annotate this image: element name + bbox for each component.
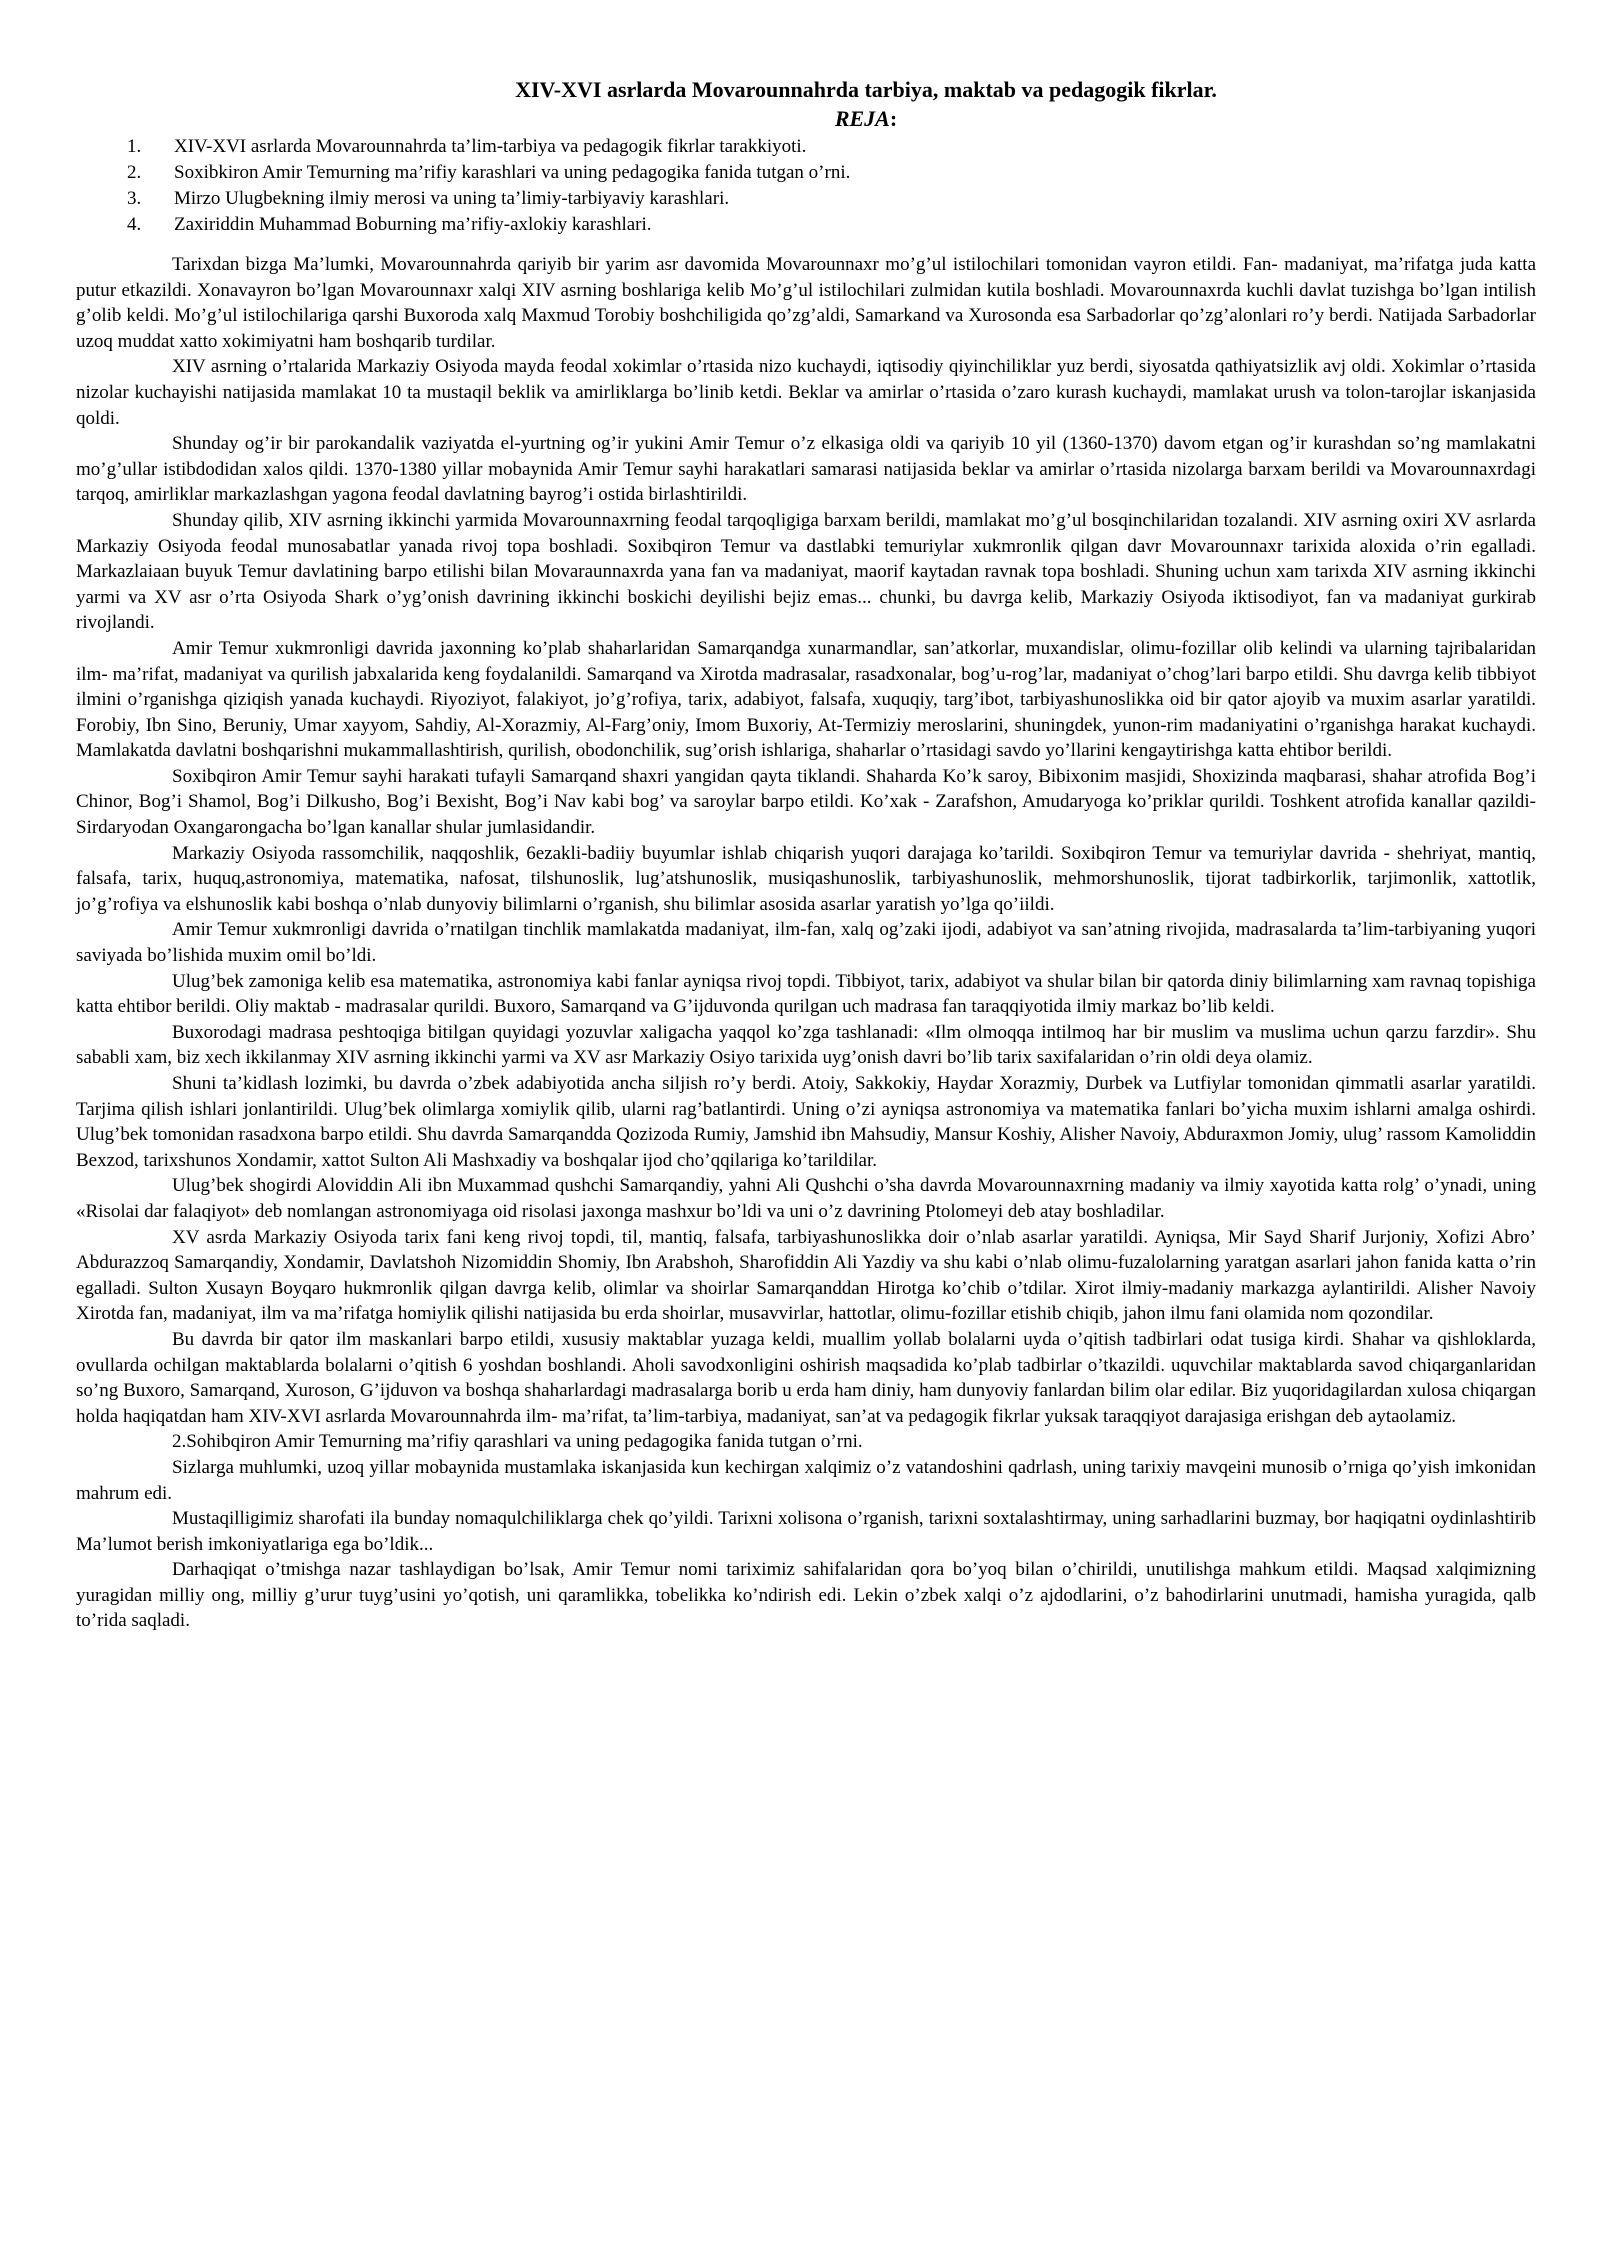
body-paragraph: Mustaqilligimiz sharofati ila bunday nomaqulchiliklarga chek qo’yildi. Tarixni xolisona o’rganish, tarixni soxtalashtirmay, uning sarhadlarini buzmay, bor haqiqatni oydinlashtirib Ma’lumot berish imkoniyatlariga ega bo’ldik... <box>76 1508 1536 1555</box>
plan-item-text: Soxibkiron Amir Temurning ma’rifiy karashlari va uning pedagogika fanida tutgan o’rni. <box>174 162 851 183</box>
body-paragraph: Sizlarga muhlumki, uzoq yillar mobaynida mustamlaka iskanjasida kun kechirgan xalqimiz o’z vatandoshini qadrlash, uning tarixiy mavqeini munosib o’rniga qo’yish imkonidan mahrum edi. <box>76 1456 1536 1504</box>
body-paragraph: Markaziy Osiyoda rassomchilik, naqqoshlik, 6ezakli-badiiy buyumlar ishlab chiqarish yuqori darajaga ko’tarildi. Soxibqiron Temur va temuriylar davrida - shehriyat, mantiq, falsafa, tarix, huquq,astronomiya, matematika, nafosat, tilshunoslik, lug’atshunoslik, musiqashunoslik, tarbiyashunoslik, mehmorshunoslik, tijorat tadbirkorlik, tarjimonlik, xattotlik, jo’g’rofiya va elshunoslik kabi boshqa o’nlab dunyoviy bilimlarni o’rganish, shu bilimlar asosida asarlar yaratish yo’lga qo’iildi. <box>76 842 1536 915</box>
plan-item-number: 3. <box>127 188 142 209</box>
plan-item-number: 4. <box>127 214 142 235</box>
body-paragraph: Shunday og’ir bir parokandalik vaziyatda el-yurtning og’ir yukini Amir Temur o’z elkasiga oldi va qariyib 10 yil (1360-1370) davom etgan og’ir kurashdan so’ng mamlakatni mo’g’ullar istibdodidan xalos qildi. 1370-1380 yillar mobaynida Amir Temur sayhi harakatlari samarasi natijasida beklar va amirlar o’rtasida nizolarga barxam berildi va Movarounnaxrdagi tarqoq, amirliklar markazlashgan yagona feodal davlatning bayrog’i ostida birlashtirildi. <box>76 433 1536 506</box>
body-paragraph: Ulug’bek zamoniga kelib esa matematika, astronomiya kabi fanlar ayniqsa rivoj topdi. Tibbiyot, tarix, adabiyot va shular bilan bir qatorda diniy bilimlarning xam ravnaq topishiga katta ehtibor berildi. Oliy maktab - madrasalar qurildi. Buxoro, Samarqand va G’ijduvonda qurilgan uch madrasa fan taraqqiyotida ilmiy markaz bo’lib keldi. <box>76 970 1536 1018</box>
body-paragraph: Shuni ta’kidlash lozimki, bu davrda o’zbek adabiyotida ancha siljish ro’y berdi. Atoiy, Sakkokiy, Haydar Xorazmiy, Durbek va Lutfiylar tomonidan qimmatli asarlar yaratildi. Tarjima qilish ishlari jonlantirildi. Ulug’bek olimlarga xomiylik qilib, ularni rag’batlantirdi. Uning o’zi ayniqsa astronomiya va matematika fanlari bo’yicha muxim ishlarni amalga oshirdi. Ulug’bek tomonidan rasadxona barpo etildi. Shu davrda Samarqandda Qozizoda Rumiy, Jamshid ibn Mahsudiy, Mansur Koshiy, Alisher Navoiy, Abduraxmon Jomiy, ulug’ rassom Kamoliddin Bexzod, tarixshunos Xondamir, xattot Sulton Ali Mashxadiy va boshqalar ijod cho’qqilariga ko’tarildilar. <box>76 1073 1536 1171</box>
plan-item <box>76 134 1536 160</box>
plan-list <box>76 134 1536 238</box>
plan-heading-label: REJA <box>834 106 890 131</box>
body-paragraph: Amir Temur xukmronligi davrida jaxonning ko’plab shaharlaridan Samarqandga xunarmandlar, san’atkorlar, muxandislar, olimu-fozillar olib kelindi va ularning tajribalaridan ilm- ma’rifat, madaniyat va qurilish jabxalarida keng foydalanildi. Samarqand va Xirotda madrasalar, rasadxonalar, bog’u-rog’lar, madaniyat o’chog’lari barpo etildi. Shu davrga kelib tibbiyot ilmini o’rganishga qiziqish yanada kuchaydi. Riyoziyot, falakiyot, jo’g’rofiya, tarix, adabiyot, falsafa, xuquqiy, targ’ibot, tarbiyashunoslikka oid bir qator ajoyib va muxim asarlar yaratildi. Forobiy, Ibn Sino, Beruniy, Umar xayyom, Sahdiy, Al-Xorazmiy, Al-Farg’oniy, Imom Buxoriy, At-Termiziy meroslarini, shuningdek, yunon-rim madaniyatini o’rganishga harakat kuchaydi. Mamlakatda davlatni boshqarishni mukammallashtirish, qurilish, obodonchilik, sug’orish ishlariga, shaharlar o’rtasidagi savdo yo’llarini kengaytirishga katta ehtibor berildi. <box>76 637 1536 762</box>
body-paragraph: Shunday qilib, XIV asrning ikkinchi yarmida Movarounnaxrning feodal tarqoqligiga barxam berildi, mamlakat mo’g’ul bosqinchilaridan tozalandi. XIV asrning oxiri XV asrlarda Markaziy Osiyoda feodal munosabatlar yanada rivoj topa boshladi. Soxibqiron Temur va dastlabki temuriylar xukmronlik qilgan davr Movarounnaxr tarixida aloxida o’rin egalladi. Markazlaiaan buyuk Temur davlatining barpo etilishi bilan Movaraunnaxrda yana fan va madaniyat, maorif kaytadan ravnak topa boshladi. Shuning uchun xam tarixda XIV asrning ikkinchi yarmi va XV asr o’rta Osiyoda Shark o’yg’onish davrining ikkinchi boskichi deyilishi bejiz emas... chunki, bu davrga kelib, Markaziy Osiyoda iktisodiyot, fan va madaniyat gurkirab rivojlandi. <box>76 509 1536 634</box>
document-body <box>76 252 1536 1634</box>
body-paragraph: Tarixdan bizga Ma’lumki, Movarounnahrda qariyib bir yarim asr davomida Movarounnaxr mo’g’ul istilochilari tomonidan vayron etildi. Fan- madaniyat, ma’rifatga juda katta putur etkazildi. Xonavayron bo’lgan Movarounnaxr xalqi XIV asrning boshlariga kelib Mo’g’ul istilochilari zulmidan kutila boshladi. Movarounnaxrda kuchli davlat tuzishga bo’lgan intilish g’olib keldi. Mo’g’ul istilochilariga qarshi Buxoroda xalq Maxmud Torobiy boshchiligida qo’zg’aldi, Samarkand va Xurosonda esa Sarbadorlar qo’zg’alonlari ro’y berdi. Natijada Sarbadorlar uzoq muddat xatto xokimiyatni ham boshqarib turdilar. <box>76 254 1536 352</box>
plan-item-text: Mirzo Ulugbekning ilmiy merosi va uning ta’limiy-tarbiyaviy karashlari. <box>174 188 730 209</box>
plan-item <box>76 186 1536 212</box>
body-paragraph: Darhaqiqat o’tmishga nazar tashlaydigan bo’lsak, Amir Temur nomi tariximiz sahifalaridan qora bo’yoq bilan o’chirildi, unutilishga mahkum etildi. Maqsad xalqimizning yuragidan milliy ong, milliy g’urur tuyg’usini yo’qotish, uni qaramlikka, tobelikka ko’ndirish edi. Lekin o’zbek xalqi o’z ajdodlarini, o’z bahodirlarini unutmadi, hamisha yuragida, qalb to’rida saqladi. <box>76 1559 1536 1632</box>
plan-item-number: 1. <box>127 136 142 157</box>
plan-item-text: XIV-XVI asrlarda Movarounnahrda ta’lim-tarbiya va pedagogik fikrlar tarakkiyoti. <box>174 136 807 157</box>
body-paragraph: Amir Temur xukmronligi davrida o’rnatilgan tinchlik mamlakatda madaniyat, ilm-fan, xalq og’zaki ijodi, adabiyot va san’atning rivojida, madrasalarda ta’lim-tarbiyaning yuqori saviyada bo’lishida muxim omil bo’ldi. <box>76 919 1536 967</box>
plan-item-text: Zaxiriddin Muhammad Boburning ma’rifiy-axlokiy karashlari. <box>174 214 652 235</box>
body-paragraph: Ulug’bek shogirdi Aloviddin Ali ibn Muxammad qushchi Samarqandiy, yahni Ali Qushchi o’sha davrda Movarounnaxrning madaniy va ilmiy xayotida katta rolg’ o’ynadi, uning «Risolai dar falaqiyot» deb nomlangan astronomiyaga oid risolasi jaxonga mashxur bo’ldi va uni o’z davrining Ptolomeyi deb atay boshladilar. <box>76 1175 1536 1222</box>
section-heading: 2.Sohibqiron Amir Temurning ma’rifiy qarashlari va uning pedagogika fanida tutgan o’rni. <box>172 1431 863 1453</box>
plan-item-number: 2. <box>127 162 142 183</box>
body-paragraph: Bu davrda bir qator ilm maskanlari barpo etildi, xususiy maktablar yuzaga keldi, muallim yollab bolalarni uyda o’qitish tadbirlari odat tusiga kirdi. Shahar va qishloklarda, ovullarda ochilgan maktablarda bolalarni o’qitish 6 yoshdan boshlandi. Aholi savodxonligini oshirish maqsadida ko’plab tadbirlar o’tkazildi. uquvchilar maktablarda savod chiqarganlaridan so’ng Buxoro, Samarqand, Xuroson, G’ijduvon va boshqa shaharlardagi madrasalarga borib u erda ham diniy, ham dunyoviy fanlardan bilim olar edilar. Biz yuqoridagilardan xulosa chiqargan holda haqiqatdan ham XIV-XVI asrlarda Movarounnahrda ilm- ma’rifat, ta’lim-tarbiya, madaniyat, san’at va pedagogik fikrlar yuksak taraqqiyot darajasiga erishgan deb aytaolamiz. <box>76 1328 1536 1427</box>
plan-item <box>76 212 1536 238</box>
body-paragraph: XV asrda Markaziy Osiyoda tarix fani keng rivoj topdi, til, mantiq, falsafa, tarbiyashunoslikka doir o’nlab asarlar yaratildi. Ayniqsa, Mir Sayd Sharif Jurjoniy, Xofizi Abro’ Abdurazzoq Samarqandiy, Xondamir, Davlatshoh Nizomiddin Shomiy, Ibn Arabshoh, Sharofiddin Ali Yazdiy va shu kabi o’nlab olimu-fuzalolarning yaratgan asarlari jahon fanida katta o’rin egalladi. Sulton Xusayn Boyqaro hukmronlik qilgan davrga kelib, olimlar va shoirlar Samarqanddan Hirotga ko’chib o’tdilar. Xirot ilmiy-madaniy markazga aylantirildi. Alisher Navoiy Xirotda fan, madaniyat, ilm va ma’rifatga homiylik qilishi natijasida bu erda shoirlar, musavvirlar, hattotlar, olimu-fozillar etishib chiqib, jahon ilmu fani olamida nom qozondilar. <box>76 1226 1536 1325</box>
body-paragraph: Buxorodagi madrasa peshtoqiga bitilgan quyidagi yozuvlar xaligacha yaqqol ko’zga tashlanadi: «Ilm olmoqqa intilmoq har bir muslim va muslima uchun qarzu farzdir». Shu sababli xam, biz xech ikkilanmay XIV asrning ikkinchi yarmi va XV asr Markaziy Osiyo tarixida uyg’onish davri bo’lib tarix saxifalaridan o’rin oldi deya olamiz. <box>76 1021 1536 1069</box>
plan-heading-colon: : <box>889 106 898 131</box>
body-paragraph: Soxibqiron Amir Temur sayhi harakati tufayli Samarqand shaxri yangidan qayta tiklandi. Shaharda Ko’k saroy, Bibixonim masjidi, Shoxizinda maqbarasi, shahar atrofida Bog’i Chinor, Bog’i Shamol, Bog’i Dilkusho, Bog’i Bexisht, Bog’i Nav kabi bog’ va saroylar barpo etildi. Ko’xak - Zarafshon, Amudaryoga ko’priklar qurildi. Toshkent atrofida kanallar qazildi- Sirdaryodan Oxangarongacha bo’lgan kanallar shular jumlasidandir. <box>76 765 1536 839</box>
document-title: XIV-XVI asrlarda Movarounnahrda tarbiya, maktab va pedagogik fikrlar. <box>515 77 1217 102</box>
plan-item <box>76 160 1536 186</box>
body-paragraph: XIV asrning o’rtalarida Markaziy Osiyoda mayda feodal xokimlar o’rtasida nizo kuchaydi, iqtisodiy qiyinchiliklar yuz berdi, siyosatda qathiyatsizlik avj oldi. Xokimlar o’rtasida nizolar kuchayishi natijasida mamlakat 10 ta mustaqil beklik va amirliklarga bo’linib ketdi. Beklar va amirlar o’rtasida o’zaro kurash kuchaydi, mamlakat urush va tolon-tarojlar iskanjasida qoldi. <box>76 356 1536 429</box>
plan-heading <box>76 106 1536 132</box>
